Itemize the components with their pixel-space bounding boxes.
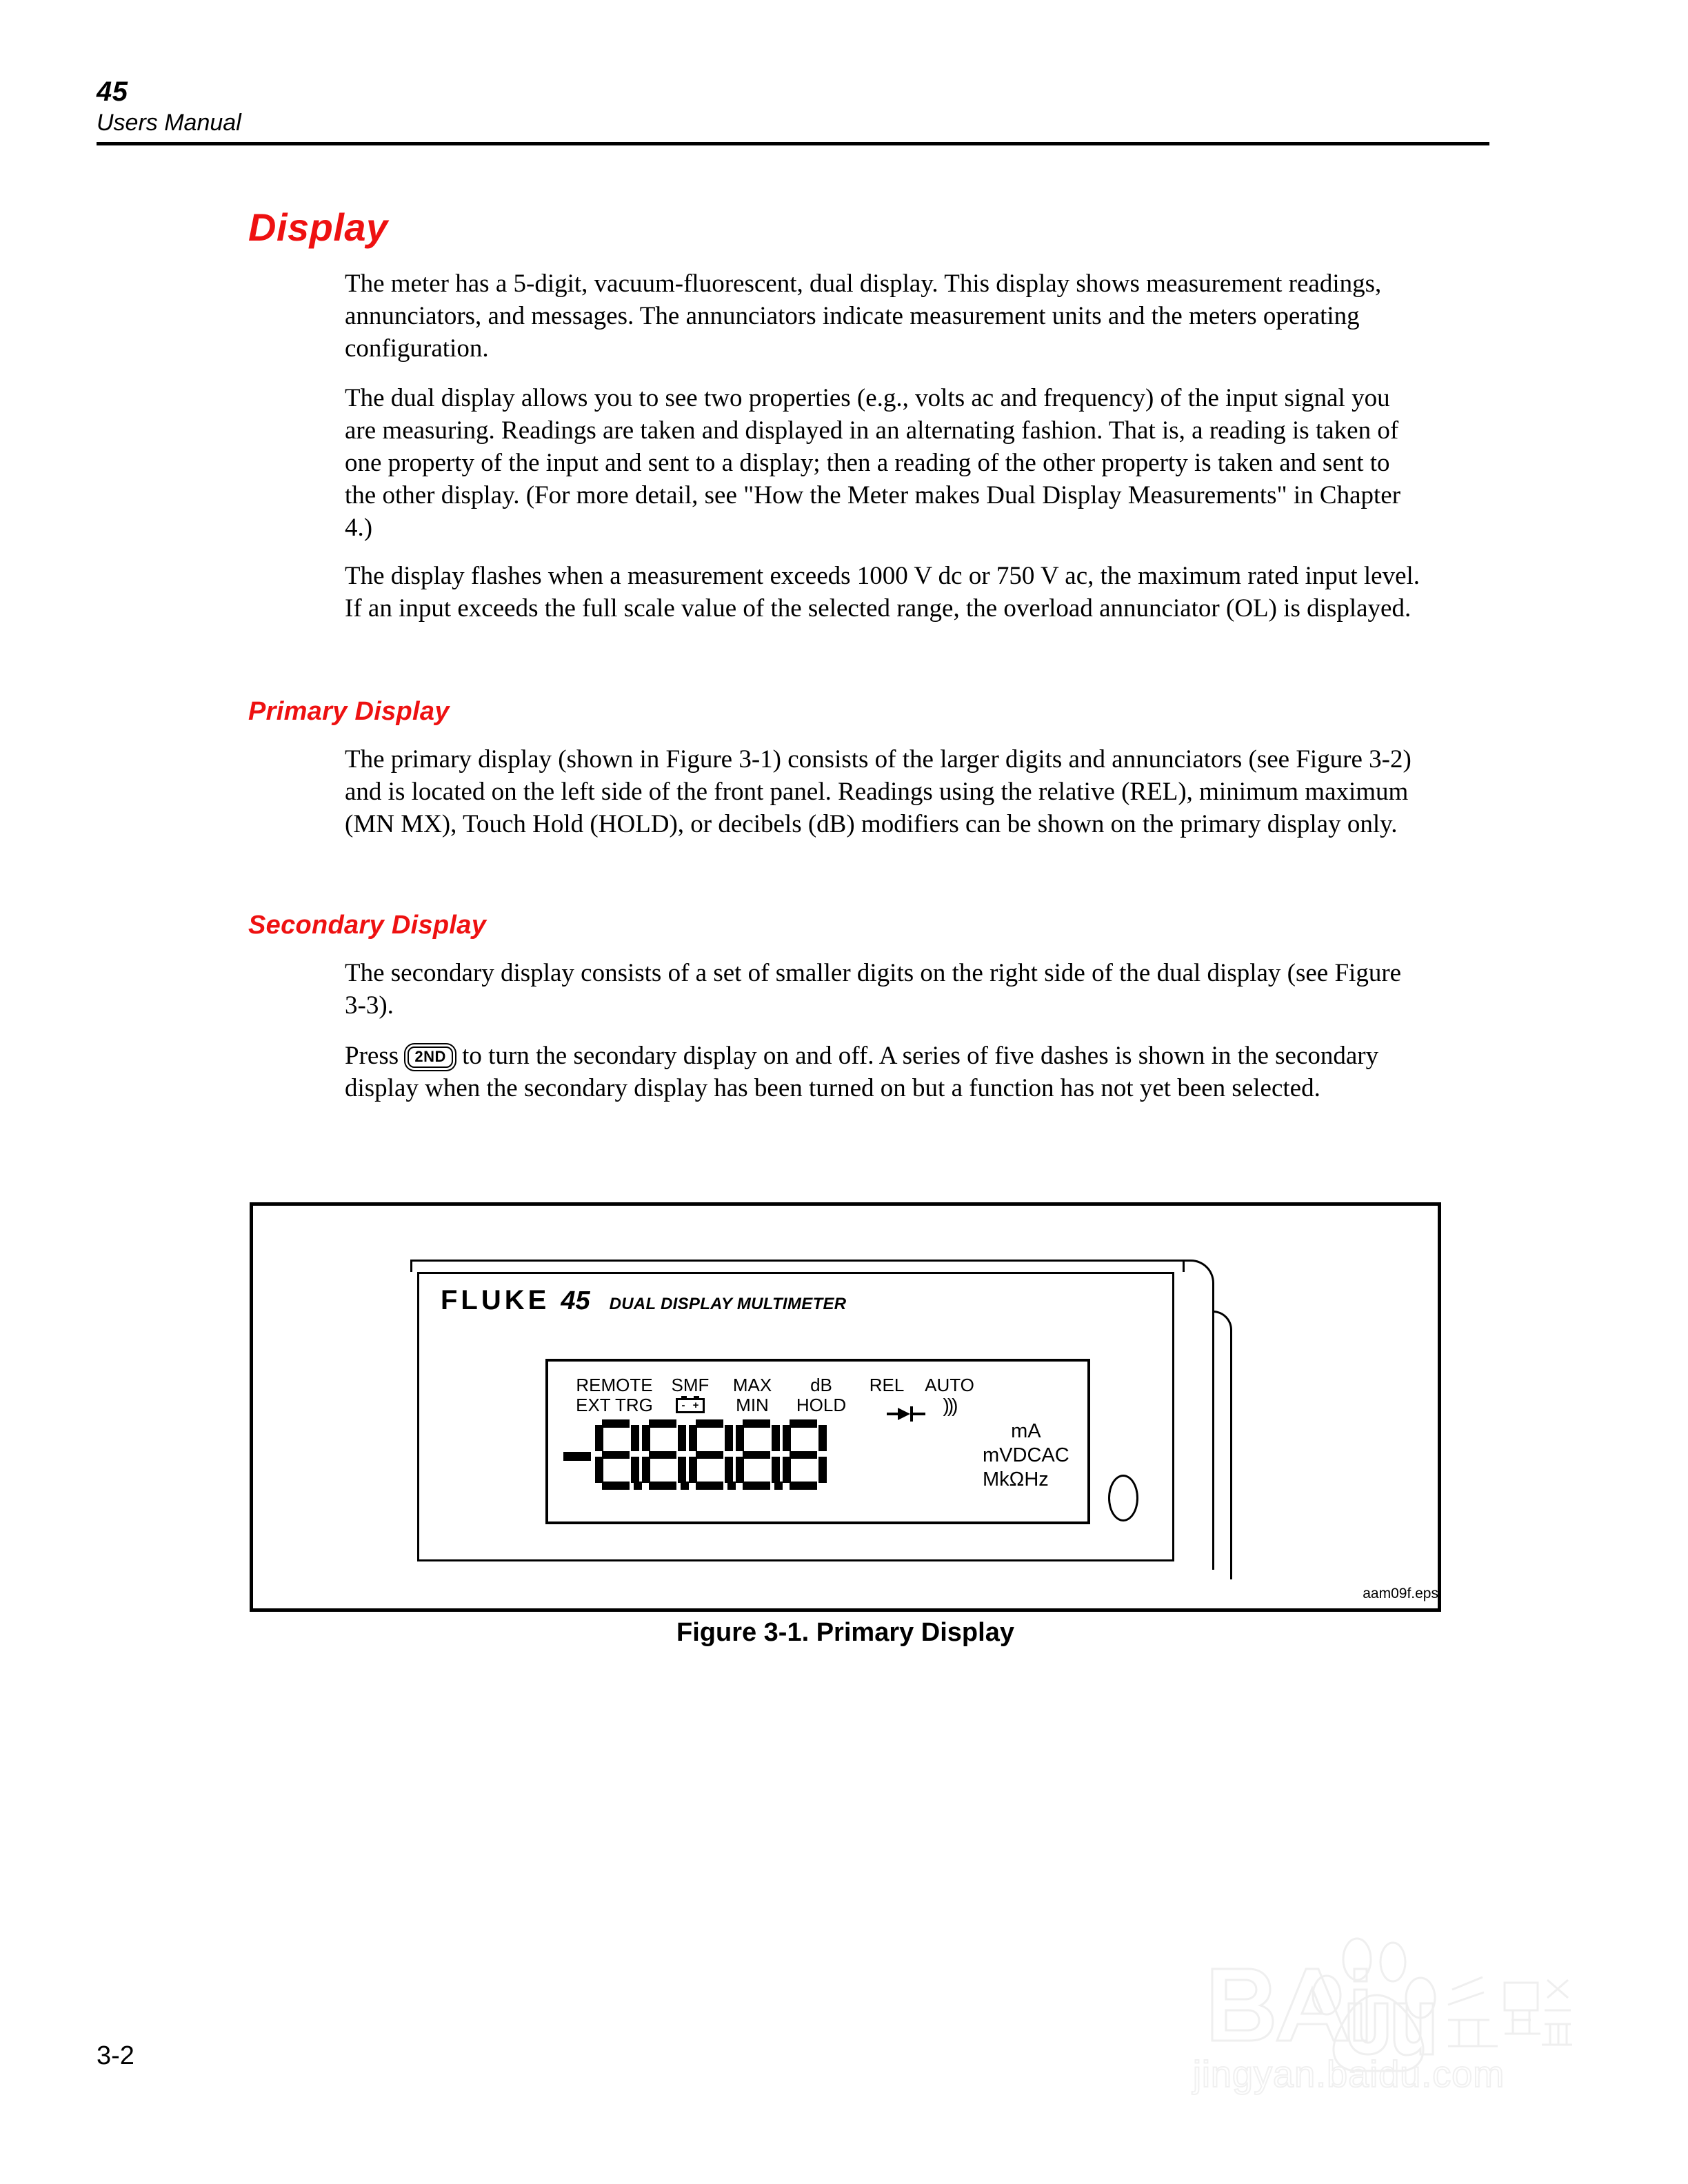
unit-mvdcac: mVDCAC — [983, 1444, 1069, 1466]
annunciator-db: dB — [810, 1375, 832, 1395]
paragraph-display-1: The meter has a 5-digit, vacuum-fluorescent, dual display. This display shows measurement readings, annunciators, and messages. The annunciators indicate measurement units and the meters operating configuration. — [345, 270, 1382, 363]
seven-segment-digit-3 — [689, 1419, 733, 1491]
watermark-url: jingyan.baidu.com — [1193, 2054, 1505, 2095]
header-manual-title: Users Manual — [97, 110, 241, 136]
annunciator-smf: SMF — [671, 1375, 710, 1395]
battery-icon-body — [676, 1398, 705, 1413]
battery-plus-label: + — [692, 1399, 699, 1411]
header-rule — [97, 142, 1489, 145]
annunciator-auto: AUTO — [925, 1375, 974, 1395]
meter-model-number: 45 — [561, 1286, 590, 1315]
seven-segment-digit-4 — [736, 1419, 780, 1491]
annunciator-min: MIN — [736, 1395, 769, 1415]
page-header — [97, 76, 1489, 145]
section-heading-display: Display — [248, 205, 388, 249]
seven-segment-digit-2 — [642, 1419, 686, 1491]
seven-segment-digit-1 — [595, 1419, 639, 1491]
beeper-icon: ))) — [943, 1394, 956, 1416]
second-function-keycap[interactable]: 2ND — [408, 1046, 453, 1068]
press-prefix-text: Press — [345, 1042, 399, 1070]
unit-annunciators — [983, 1419, 1069, 1492]
annunciator-rel: REL — [869, 1375, 905, 1395]
unit-ma: mA — [1011, 1420, 1041, 1442]
seven-segment-digit-5 — [783, 1419, 827, 1491]
annunciator-remote: REMOTE — [576, 1375, 653, 1395]
annunciator-max: MAX — [732, 1375, 772, 1395]
press-suffix-text: to turn the secondary display on and off. A series of five dashes is shown in the secondary display when the secondary display has been turned on but a function has not yet been selected. — [345, 1042, 1379, 1102]
rotary-knob[interactable] — [1108, 1475, 1138, 1521]
paragraph-secondary-display-press — [345, 1040, 1420, 1104]
meter-subtitle: DUAL DISPLAY MULTIMETER — [609, 1295, 847, 1313]
meter-branding — [441, 1286, 846, 1315]
meter-top-lip — [410, 1260, 1185, 1272]
diode-triangle — [898, 1408, 910, 1420]
diode-lead-right — [913, 1413, 925, 1415]
paragraph-display-2: The dual display allows you to see two properties (e.g., volts ac and frequency) of the input signal you are measuring. Readings are taken and displayed in an alternating fashion. That is, a reading is taken of one property of the input and sent to a display; then a reading of the other property is taken and sent to the other display. (For more detail, see "How the Meter makes Dual Display Measurements" in Chapter 4.) — [345, 384, 1401, 542]
battery-minus-label: - — [681, 1399, 685, 1411]
section-heading-secondary-display: Secondary Display — [248, 911, 487, 940]
meter-line-art — [253, 1206, 1445, 1615]
annunciator-ext-trg: EXT TRG — [576, 1395, 653, 1415]
annunciator-hold: HOLD — [796, 1395, 847, 1415]
minus-sign-segment — [563, 1452, 591, 1461]
figure-3-1-box — [250, 1202, 1441, 1612]
annunciator-block — [567, 1375, 983, 1415]
battery-icon — [661, 1398, 719, 1413]
figure-caption: Figure 3-1. Primary Display — [676, 1618, 1014, 1647]
baidu-logo-icon — [1172, 1923, 1572, 2096]
paragraph-secondary-display-1: The secondary display consists of a set of smaller digits on the right side of the dual display (see Figure 3-3). — [345, 959, 1402, 1020]
unit-mkohmhz: MkΩHz — [983, 1468, 1049, 1490]
lcd-display-window — [545, 1359, 1090, 1524]
figure-source-tag: aam09f.eps — [1363, 1586, 1438, 1601]
fluke-logo: FLUKE — [441, 1285, 550, 1315]
paragraph-primary-display-1: The primary display (shown in Figure 3-1) consists of the larger digits and annunciators (see Figure 3-2) and is located on the left side of the front panel. Readings using the relative (REL), minimum maximum (MN MX), Touch Hold (HOLD), or decibels (dB) modifiers can be shown on the primary display only. — [345, 745, 1411, 838]
meter-depth-outline-front — [1174, 1260, 1214, 1570]
annunciator-row-2 — [567, 1395, 983, 1415]
annunciator-row-1 — [567, 1375, 983, 1395]
section-heading-primary-display: Primary Display — [248, 697, 450, 726]
page-number: 3-2 — [97, 2041, 134, 2070]
seven-segment-digits — [563, 1419, 830, 1491]
paragraph-display-3: The display flashes when a measurement exceeds 1000 V dc or 750 V ac, the maximum rated input level. If an input exceeds the full scale value of the selected range, the overload annunciator (OL) is displayed. — [345, 562, 1420, 623]
baidu-watermark — [1172, 1923, 1572, 2096]
header-model-number: 45 — [97, 77, 128, 107]
